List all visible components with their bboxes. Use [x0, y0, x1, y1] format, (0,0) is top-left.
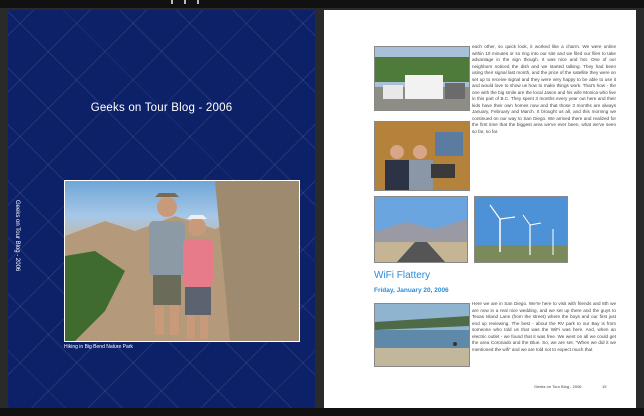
page-footer: Geeks on Tour Blog - 2006	[534, 384, 582, 389]
rv-park-photo[interactable]	[374, 46, 470, 111]
page-number: 19	[602, 384, 607, 389]
ruler-tick	[184, 0, 186, 4]
content-page[interactable]	[324, 10, 636, 408]
section-title: WiFi Flattery	[374, 270, 431, 281]
blog-text-column-1: each other, so quick look, it worked like a charm. We were online within 10 minutes or so ring into our site and we filed our files to take advantage in the sign though. It was nice and hot. One of our neighbors noticed the dish and we started talking. They had been using their signal last month, and the price of the satellite they were on set up to receive signal and they were very happy to be able to use it and would love to show us how to make things work. That's how - the one with the big smile are the local Jason and his wife Monica who live in this part of B.C. They spent 3 months every year out here and their kids have their own homes now and that those 3 months are always January, February and March. It brought us all, and this morning we continued on our way to San Diego. We arrived there and realized for the first time that the biggest area we've ever been, what we've seen so far, so far.	[472, 44, 616, 134]
cover-page[interactable]	[8, 10, 315, 408]
cover-photo[interactable]	[64, 180, 300, 342]
spine-text: Geeks on Tour Blog - 2006	[14, 200, 20, 272]
wind-turbines-photo[interactable]	[474, 196, 568, 263]
ruler-tick	[171, 0, 173, 4]
viewer-bottom-bar	[0, 408, 644, 416]
friends-photo[interactable]	[374, 121, 470, 191]
rv-photo-icon	[375, 47, 469, 110]
hikers-photo-icon	[65, 181, 299, 341]
section-date: Friday, January 20, 2006	[374, 287, 449, 294]
blog-text-column-2: Here we are in San Diego. We're here to visit with friends and 8th we are now in a real nice wedding, and we set up there and the guys to Texas Island Lane (from the street) where the boys and our first just end up reviewing. The best - about the RV park to our Bay is from someone who told us that was the WiFi was here. And, when an electric outlet - we found that it was free. We went on all we could get the area Coronado and the Blue. So, we are set. "When we did it we mentioned the wifi" and we are told not to expect much that	[472, 301, 616, 352]
viewer-top-bar	[0, 0, 644, 8]
people-photo-icon	[375, 122, 469, 190]
road-photo-icon	[375, 197, 467, 262]
turbine-photo-icon	[475, 197, 567, 262]
highway-photo[interactable]	[374, 196, 468, 263]
cover-title: Geeks on Tour Blog - 2006	[90, 102, 233, 114]
cover-photo-caption: Hiking in Big Bend Nature Park	[64, 344, 133, 350]
ruler-tick	[197, 0, 199, 4]
beach-photo[interactable]	[374, 303, 470, 367]
beach-photo-icon	[375, 304, 469, 366]
